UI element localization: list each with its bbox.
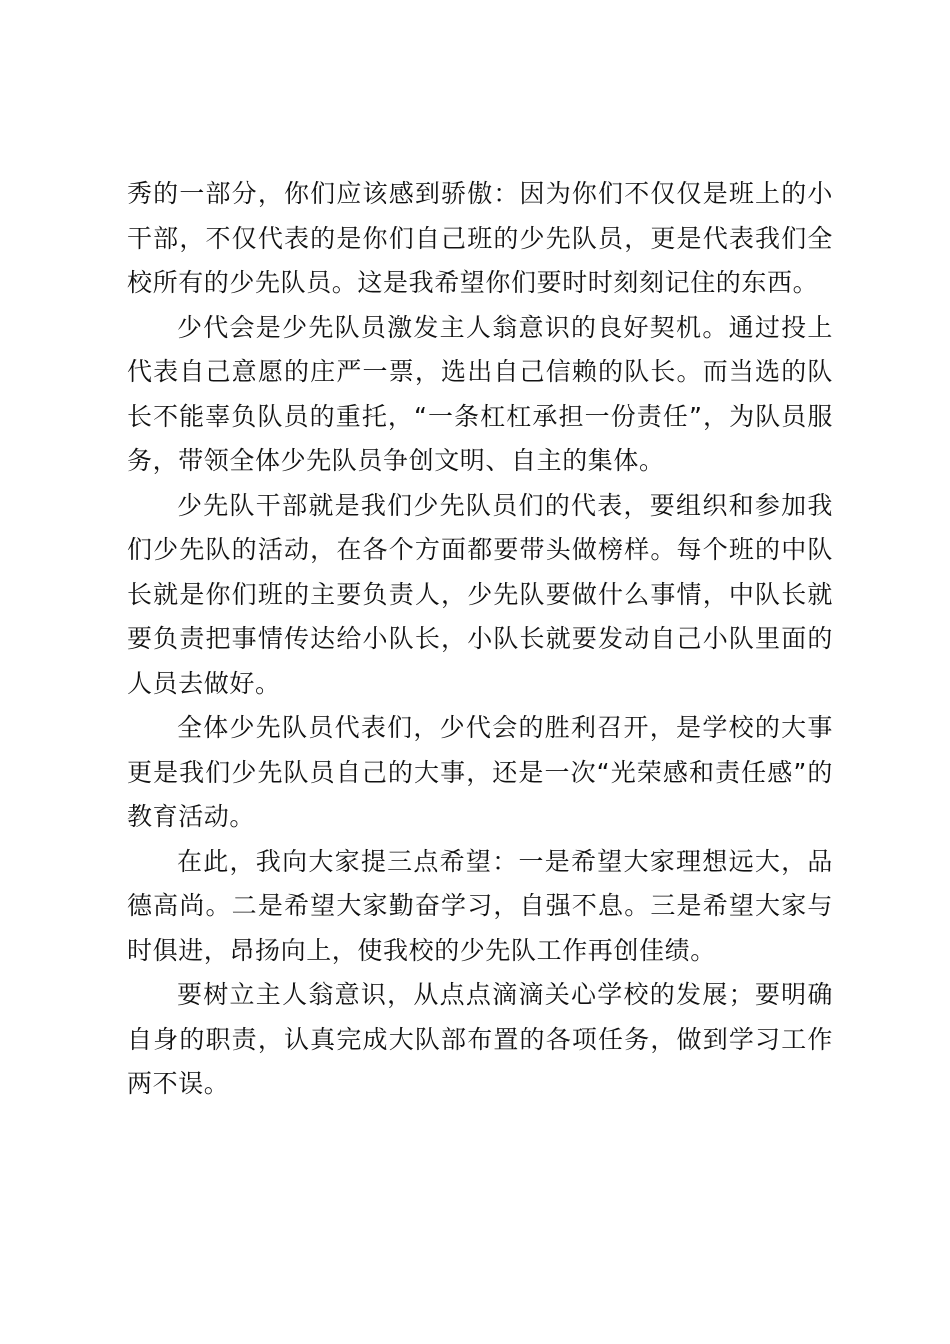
paragraph-3: 少先队干部就是我们少先队员们的代表，要组织和参加我们少先队的活动，在各个方面都要带头做榜样。每个班的中队长就是你们班的主要负责人，少先队要做什么事情，中队长就要负责把事情传达给小队长，小队长就要发动自己小队里面的人员去做好。 [127,490,833,698]
paragraph-4: 全体少先队员代表们，少代会的胜利召开，是学校的大事更是我们少先队员自己的大事，还是一次“光荣感和责任感”的教育活动。 [127,713,833,831]
paragraph-6: 要树立主人翁意识，从点点滴滴关心学校的发展；要明确自身的职责，认真完成大队部布置的各项任务，做到学习工作两不误。 [127,980,833,1098]
document-body [127,172,833,1107]
paragraph-5: 在此，我向大家提三点希望：一是希望大家理想远大，品德高尚。二是希望大家勤奋学习，自强不息。三是希望大家与时俱进，昂扬向上，使我校的少先队工作再创佳绩。 [127,846,833,965]
paragraph-1: 秀的一部分，你们应该感到骄傲：因为你们不仅仅是班上的小干部，不仅代表的是你们自己班的少先队员，更是代表我们全校所有的少先队员。这是我希望你们要时时刻刻记住的东西。 [127,179,833,297]
paragraph-2: 少代会是少先队员激发主人翁意识的良好契机。通过投上代表自己意愿的庄严一票，选出自己信赖的队长。而当选的队长不能辜负队员的重托，“一条杠杠承担一份责任”，为队员服务，带领全体少先队员争创文明、自主的集体。 [127,312,833,475]
